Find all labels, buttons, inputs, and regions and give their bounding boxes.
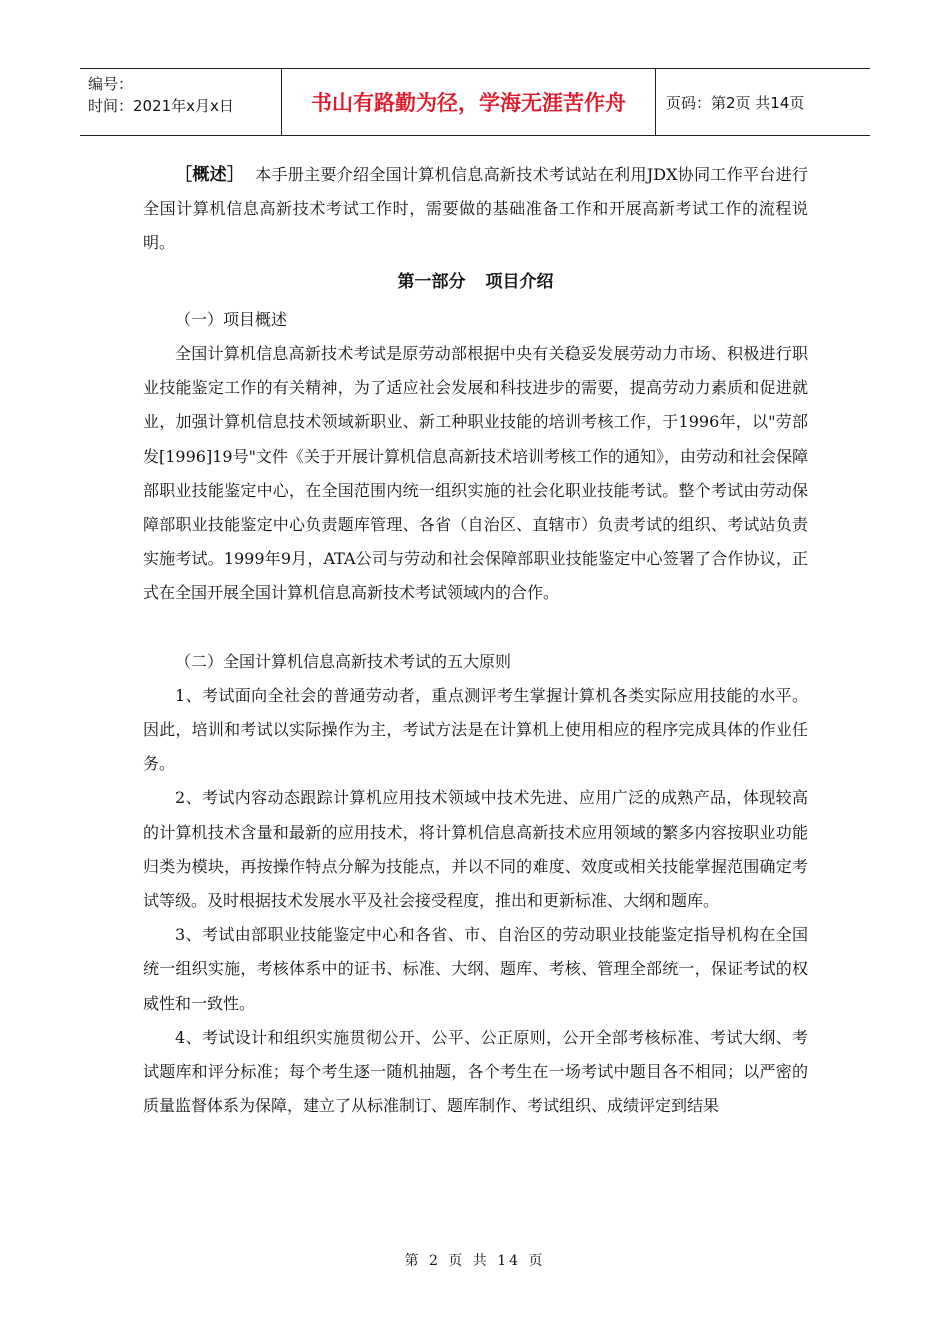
overview-paragraph <box>143 158 808 261</box>
section-1-paragraph: 全国计算机信息高新技术考试是原劳动部根据中央有关稳妥发展劳动力市场、积极进行职业技能鉴定工作的有关精神，为了适应社会发展和科技进步的需要，提高劳动力素质和促进就业，加强计算机信息技术领域新职业、新工种职业技能的培训考核工作，于1996年，以"劳部发[1996]19号"文件《关于开展计算机信息高新技术培训考核工作的通知》，由劳动和社会保障部职业技能鉴定中心，在全国范围内统一组织实施的社会化职业技能考试。整个考试由劳动保障部职业技能鉴定中心负责题库管理、各省（自治区、直辖市）负责考试的组织、考试站负责实施考试。1999年9月，ATA公司与劳动和社会保障部职业技能鉴定中心签署了合作协议，正式在全国开展全国计算机信息高新技术考试领域内的合作。 <box>143 344 808 603</box>
principle-1: 1、考试面向全社会的普通劳动者，重点测评考生掌握计算机各类实际应用技能的水平。因此，培训和考试以实际操作为主，考试方法是在计算机上使用相应的程序完成具体的作业任务。 <box>143 685 808 774</box>
part-title <box>143 265 808 299</box>
principle-3: 3、考试由部职业技能鉴定中心和各省、市、自治区的劳动职业技能鉴定指导机构在全国统一组织实施，考核体系中的证书、标准、大纲、题库、考核、管理全部统一，保证考试的权威性和一致性。 <box>143 925 808 1013</box>
page-header <box>80 68 870 136</box>
time-label: 时间：2021年x月x日 <box>88 97 234 115</box>
overview-text: 本手册主要介绍全国计算机信息高新技术考试站在利用JDX协同工作平台进行全国计算机信息高新技术考试工作时，需要做的基础准备工作和开展高新考试工作的流程说明。 <box>143 165 809 253</box>
document-body <box>143 158 808 1123</box>
spacer <box>143 611 808 645</box>
part-title-name: 项目介绍 <box>485 271 554 292</box>
number-label: 编号： <box>88 75 134 93</box>
principle-4: 4、考试设计和组织实施贯彻公开、公平、公正原则，公开全部考核标准、考试大纲、考试题库和评分标准；每个考生逐一随机抽题，各个考生在一场考试中题目各不相同；以严密的质量监督体系为保障，建立了从标准制订、题库制作、考试组织、成绩评定到结果 <box>143 1027 808 1116</box>
header-page-info: 页码：第2页 共14页 <box>666 93 805 112</box>
principle-2: 2、考试内容动态跟踪计算机应用技术领域中技术先进、应用广泛的成熟产品，体现较高的计算机技术含量和最新的应用技术，将计算机信息高新技术应用领域的繁多内容按职业功能归类为模块，再按操作特点分解为技能点，并以不同的难度、效度或相关技能掌握范围确定考试等级。及时根据技术发展水平及社会接受程度，推出和更新标准、大纲和题库。 <box>143 788 808 911</box>
section-2-heading: （二）全国计算机信息高新技术考试的五大原则 <box>175 651 512 671</box>
header-meta <box>80 69 282 135</box>
page-footer: 第 2 页 共 14 页 <box>404 1253 546 1269</box>
section-1-heading: （一）项目概述 <box>175 309 288 329</box>
overview-label: ［概述］ <box>175 165 245 185</box>
part-title-number: 第一部分 <box>397 271 466 292</box>
header-motto: 书山有路勤为径，学海无涯苦作舟 <box>282 69 656 135</box>
